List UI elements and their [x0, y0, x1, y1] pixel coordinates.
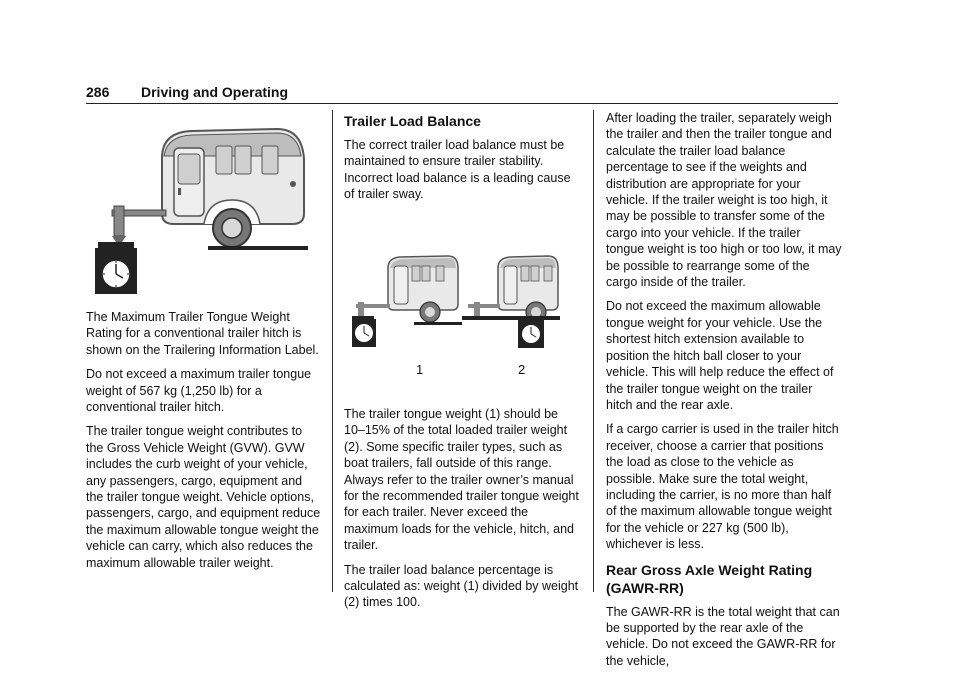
paragraph: The GAWR-RR is the total weight that can be supported by the rear axle of the vehicle. Do not exceed the GAWR-RR for the vehicle, [606, 604, 840, 668]
paragraph: After loading the trailer, separately weigh the trailer and then the trailer tongue and calculate the trailer load balance percentage to see if the weights and distribution are appropriate for your vehicle. If the trailer weight is too high, it may be possible to transfer some of the cargo into your vehicle. If the trailer tongue weight is too high or too low, it may be possible to rearrange some of the cargo inside of the trailer. [606, 111, 842, 290]
paragraph: The trailer tongue weight contributes to the Gross Vehicle Weight (GVW). GVW includes the curb weight of your vehicle, any passengers, cargo, equipment and the trailer tongue weight. Vehicle options, passengers, cargo, and equipment reduce the maximum allowable tongue weight the vehicle can carry, which also reduces the maximum allowable trailer weight. [86, 424, 321, 570]
paragraph: The Maximum Trailer Tongue Weight Rating for a conventional trailer hitch is shown on the Trailering Information Label. [86, 310, 319, 357]
middle-column-top [344, 112, 580, 211]
column-divider [332, 110, 333, 592]
page-number: 286 [86, 84, 110, 100]
paragraph: The trailer tongue weight (1) should be 10–15% of the total loaded trailer weight (2). Some specific trailer types, such as boat trailers, fall outside of this range. Always refer to the trailer owner’s manual for the recommended trailer tongue weight for each trailer. Never exceed the maximum loads for the vehicle, hitch, and trailer. [344, 407, 579, 553]
section-title: Driving and Operating [141, 84, 289, 100]
right-column [606, 110, 842, 677]
column-divider [593, 110, 594, 592]
section-heading: Rear Gross Axle Weight Rating (GAWR-RR) [606, 561, 813, 596]
section-heading: Trailer Load Balance [344, 113, 481, 129]
paragraph: The trailer load balance percentage is calculated as: weight (1) divided by weight (2) times 100. [344, 562, 579, 610]
paragraph: If a cargo carrier is used in the trailer hitch receiver, choose a carrier that positions the load as close to the vehicle as possible. Make sure the total weight, including the carrier, is no more than half of the maximum allowable tongue weight for the vehicle or 227 kg (500 lb), whichever is less. [606, 422, 839, 552]
trailer-load-balance-illustration [350, 252, 560, 352]
trailer-tongue-scale-illustration [92, 124, 310, 300]
middle-column-bottom [344, 406, 580, 619]
header-rule [86, 103, 838, 104]
paragraph: The correct trailer load balance must be maintained to ensure trailer stability. Incorrect load balance is a leading cause of trailer sway. [344, 138, 571, 202]
left-column [86, 309, 322, 579]
figure-label-2: 2 [518, 362, 526, 377]
figure-label-1: 1 [416, 362, 424, 377]
paragraph: Do not exceed a maximum trailer tongue weight of 567 kg (1,250 lb) for a conventional trailer hitch. [86, 367, 312, 415]
paragraph: Do not exceed the maximum allowable tongue weight for your vehicle. Use the shortest hitch extension available to position the hitch ball closer to your vehicle. This will help reduce the effect of the trailer tongue weight on the trailer hitch and the rear axle. [606, 299, 834, 412]
